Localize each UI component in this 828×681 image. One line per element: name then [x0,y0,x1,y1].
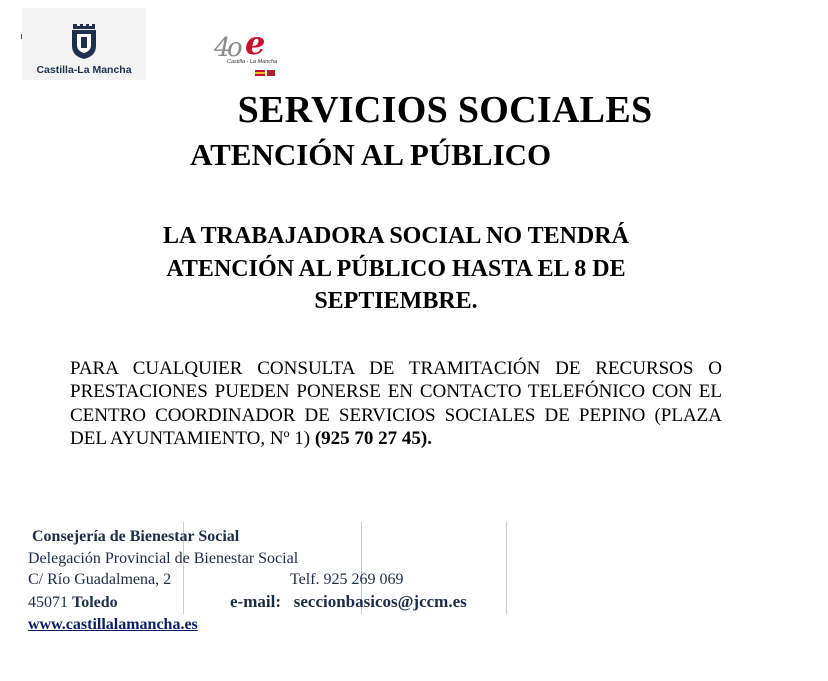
email-label: e-mail: [230,592,281,611]
website-link[interactable]: www.castillalamancha.es [28,616,198,633]
contact-text: PARA CUALQUIER CONSULTA DE TRAMITACIÓN DE RECURSOS O PRESTACIONES PUEDEN PONERSE EN CONTACTO TELEFÓNICO CON EL CENTRO COORDINADOR DE SERVICIOS SOCIALES DE PEPINO (PLAZA DEL AYUNTAMIENTO, Nº 1) [70,358,722,449]
contact-paragraph [70,357,722,450]
footer-department: Consejería de Bienestar Social [32,528,240,545]
anniversary-40-icon [211,24,289,84]
castilla-la-mancha-logo [22,8,146,80]
footer-address: C/ Río Guadalmena, 2 [28,571,172,588]
contact-phone: (925 70 27 45). [314,427,433,449]
logo-text: Castilla-La Mancha [36,64,132,76]
svg-text:e: e [245,24,266,62]
svg-text:4: 4 [214,33,231,63]
footer-postcode: 45071 [28,594,68,611]
email-address[interactable]: seccionbasicos@jccm.es [293,592,467,611]
anniversary-caption: Castilla - La Mancha [227,59,278,65]
footer-email [230,592,467,612]
anniversary-logo [211,24,289,84]
svg-text:o: o [227,33,243,63]
notice-line: LA TRABAJADORA SOCIAL NO TENDRÁ [163,223,629,249]
page-subtitle: ATENCIÓN AL PÚBLICO [190,137,552,172]
notice-line: SEPTIEMBRE. [314,288,478,314]
notice [118,220,674,318]
footer-website [28,616,198,634]
footer-postcode-city [28,594,118,612]
footer-delegation: Delegación Provincial de Bienestar Social [28,550,299,567]
footer-divider [506,522,507,614]
footer-city: Toledo [72,594,118,611]
page-title: SERVICIOS SOCIALES [237,89,653,131]
crest-icon [69,20,99,60]
footer-phone: Telf. 925 269 069 [290,571,404,588]
notice-line: ATENCIÓN AL PÚBLICO HASTA EL 8 DE [166,255,626,282]
